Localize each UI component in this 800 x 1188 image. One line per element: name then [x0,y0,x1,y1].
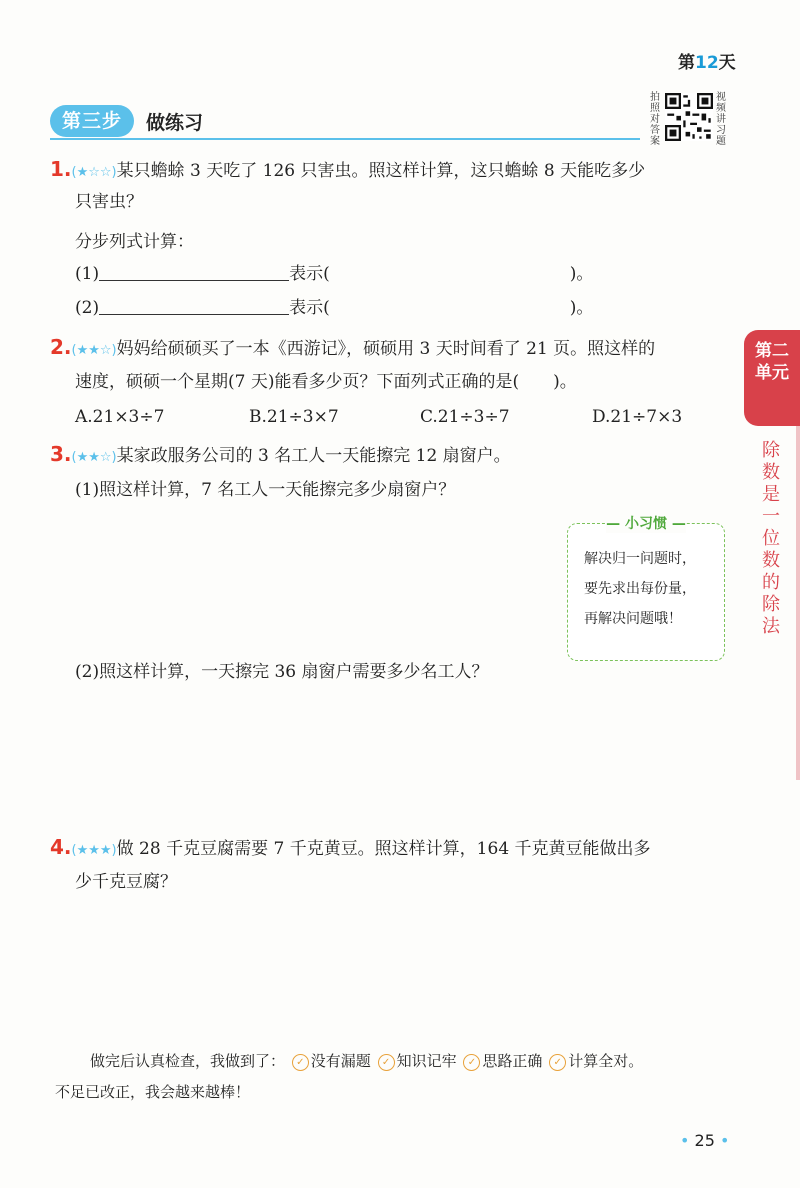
step-title: 做练习 [146,112,204,134]
day-number: 12 [695,53,719,73]
question-3-part-1: (1)照这样计算，7 名工人一天能擦完多少扇窗户？ [75,480,456,500]
check-circle-icon[interactable]: ✓ [378,1054,395,1071]
step-1-row: (1) 表示( )。 [75,264,594,284]
option-a[interactable]: A.21×3÷7 [75,407,165,427]
question-4: 4.(★★★)做 28 千克豆腐需要 7 千克黄豆。照这样计算，164 千克黄豆能做出多 [50,835,651,859]
question-3-part-2: (2)照这样计算，一天擦完 36 扇窗户需要多少名工人？ [75,662,489,682]
unit-tab: 第二 单元 [744,330,800,426]
difficulty-stars: (★★☆) [71,450,117,465]
answer-blank[interactable] [99,262,289,281]
habit-title: — 小习惯 — [606,513,686,533]
option-c[interactable]: C.21÷3÷7 [420,407,510,427]
day-label: 第12天 [678,53,736,73]
habit-tip-box: 解决归一问题时， 要先求出每份量， 再解决问题哦！ [567,523,725,661]
step-2-row: (2) 表示( )。 [75,298,594,318]
qr-code-icon[interactable] [665,93,713,141]
qr-caption-left: 拍照对答案 [650,92,660,147]
question-3: 3.(★★☆)某家政服务公司的 3 名工人一天能擦完 12 扇窗户。 [50,442,511,466]
option-b[interactable]: B.21÷3×7 [249,407,339,427]
unit-topic: 除数是一位数的除法 [762,440,780,637]
self-check-line-2: 不足已改正，我会越来越棒！ [55,1083,251,1101]
question-2: 2.(★★☆)妈妈给硕硕买了一本《西游记》，硕硕用 3 天时间看了 21 页。照这样的 [50,335,656,359]
difficulty-stars: (★★☆) [71,343,117,358]
difficulty-stars: (★☆☆) [71,165,117,180]
sub-label: 分步列式计算： [75,232,194,252]
page-number: • 25 • [680,1131,730,1150]
step-divider [50,138,640,140]
question-1: 1.(★☆☆)某只蟾蜍 3 天吃了 126 只害虫。照这样计算，这只蟾蜍 8 天能吃多少 [50,157,646,181]
check-circle-icon[interactable]: ✓ [463,1054,480,1071]
difficulty-stars: (★★★) [71,843,117,858]
qr-caption-right: 视频讲习题 [716,92,726,147]
self-check-row: 做完后认真检查，我做到了： ✓ 没有漏题 ✓ 知识记牢 ✓ 思路正确 ✓ 计算全对。 [90,1052,644,1070]
answer-blank[interactable] [99,296,289,315]
check-circle-icon[interactable]: ✓ [292,1054,309,1071]
step-badge: 第三步 [50,105,134,137]
check-circle-icon[interactable]: ✓ [549,1054,566,1071]
option-d[interactable]: D.21÷7×3 [592,407,683,427]
